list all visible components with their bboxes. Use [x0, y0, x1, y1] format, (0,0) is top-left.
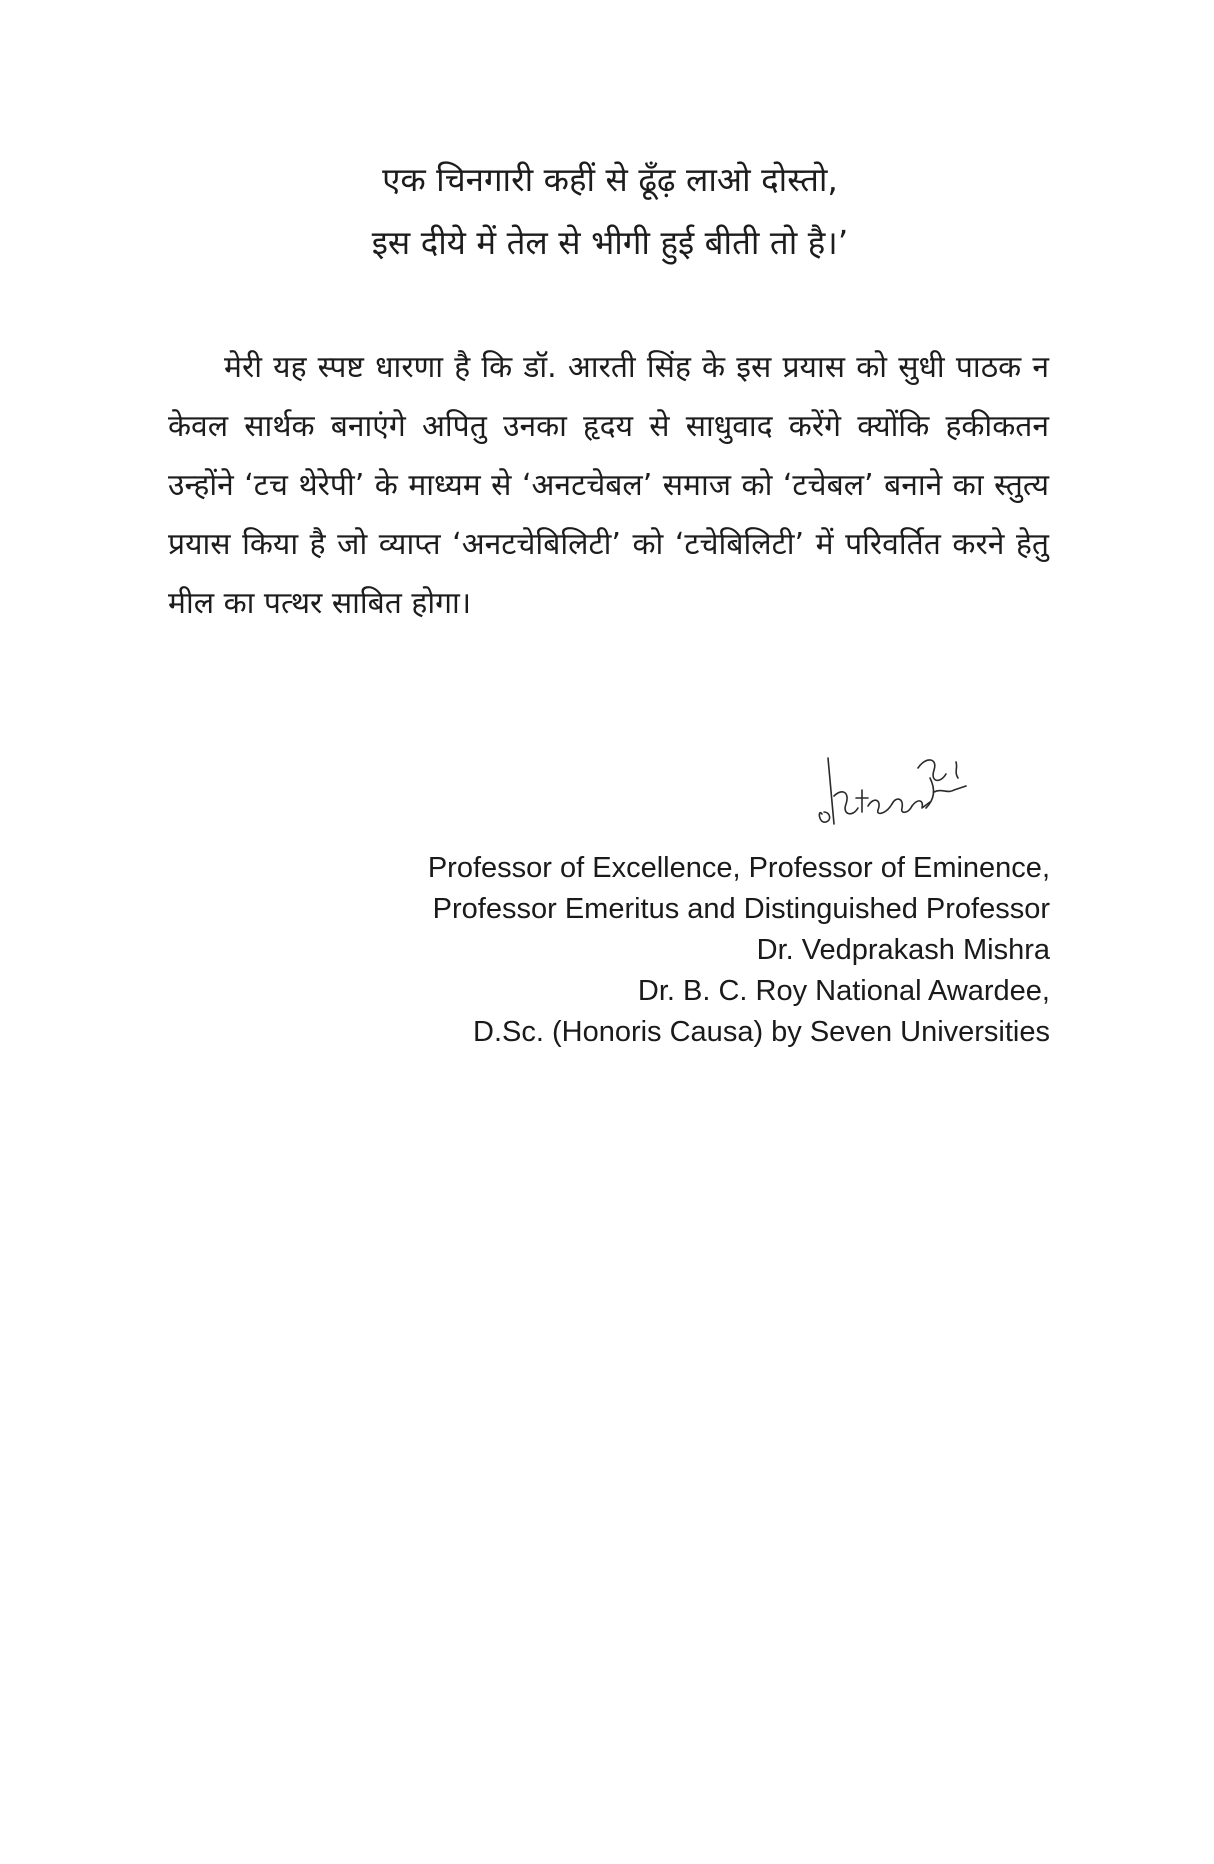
body-paragraph [168, 338, 1049, 633]
signatory-credentials [350, 848, 1050, 1053]
handwritten-signature [808, 738, 978, 838]
credential-line-1: Professor of Excellence, Professor of Eminence, [427, 852, 1050, 884]
credential-line-5: D.Sc. (Honoris Causa) by Seven Universities [473, 1016, 1050, 1048]
poem-line-1: एक चिनगारी कहीं से ढूँढ़ लाओ दोस्तो, [382, 160, 838, 199]
poem-line-2: इस दीये में तेल से भीगी हुई बीती तो है।’ [371, 223, 849, 262]
poem-couplet [170, 148, 1050, 274]
credential-line-2: Professor Emeritus and Distinguished Professor [432, 893, 1050, 925]
body-paragraph-text: मेरी यह स्पष्ट धारणा है कि डॉ. आरती सिंह के इस प्रयास को सुधी पाठक न केवल सार्थक बनाएंगे अपितु उनका हृदय से साधुवाद करेंगे क्योंकि हकीकतन उन्होंने ‘टच थेरेपी’ के माध्यम से ‘अनटचेबल’ समाज को ‘टचेबल’ बनाने का स्तुत्य प्रयास किया है जो व्याप्त ‘अनटचेबिलिटी’ को ‘टचेबिलिटी’ में परिवर्तित करने हेतु मील का पत्थर साबित होगा। [168, 350, 1049, 621]
credential-line-4: Dr. B. C. Roy National Awardee, [637, 975, 1050, 1007]
signatory-name: Dr. Vedprakash Mishra [756, 934, 1050, 966]
